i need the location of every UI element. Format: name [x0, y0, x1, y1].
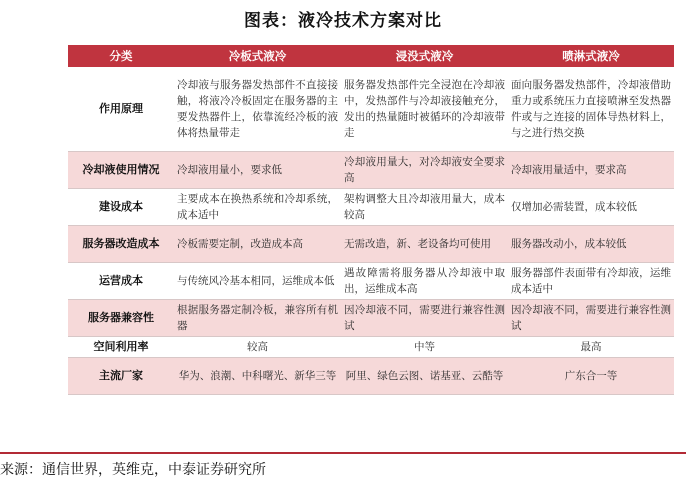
cell-cold-plate: 与传统风冷基本相同，运维成本低 [174, 263, 341, 300]
cell-spray: 服务器改动小，成本较低 [508, 226, 674, 263]
cell-spray: 冷却液用量适中，要求高 [508, 152, 674, 189]
header-immersion: 浸没式液冷 [341, 45, 508, 67]
header-category: 分类 [68, 45, 174, 67]
row-label: 运营成本 [68, 263, 174, 300]
cell-cold-plate: 较高 [174, 337, 341, 358]
cell-cold-plate: 华为、浪潮、中科曙光、新华三等 [174, 358, 341, 395]
table-row [68, 67, 674, 152]
cell-spray: 面向服务器发热部件，冷却液借助重力或系统压力直接喷淋至发热器件或与之连接的固体导热材料上，与之进行热交换 [508, 67, 674, 152]
table-row [68, 226, 674, 263]
cell-spray: 最高 [508, 337, 674, 358]
header-cold-plate: 冷板式液冷 [174, 45, 341, 67]
cell-spray: 仅增加必需装置，成本较低 [508, 189, 674, 226]
cell-cold-plate: 冷板需要定制，改造成本高 [174, 226, 341, 263]
cell-immersion: 服务器发热部件完全浸泡在冷却液中，发热部件与冷却液接触充分，发出的热量随时被循环的冷却液带走 [341, 67, 508, 152]
table-row [68, 300, 674, 337]
figure-title: 图表：液冷技术方案对比 [244, 11, 442, 31]
row-label: 空间利用率 [68, 337, 174, 358]
cell-cold-plate: 根据服务器定制冷板，兼容所有机器 [174, 300, 341, 337]
row-label: 建设成本 [68, 189, 174, 226]
cell-spray: 广东合一等 [508, 358, 674, 395]
source-note: 来源：通信世界，英维克，中泰证券研究所 [0, 462, 266, 478]
cell-spray: 服务器部件表面带有冷却液，运维成本适中 [508, 263, 674, 300]
row-label: 服务器改造成本 [68, 226, 174, 263]
cell-immersion: 阿里、绿色云图、诺基亚、云酷等 [341, 358, 508, 395]
table-header-row [68, 45, 674, 67]
table-row [68, 358, 674, 395]
cell-immersion: 中等 [341, 337, 508, 358]
row-label: 服务器兼容性 [68, 300, 174, 337]
cell-cold-plate: 主要成本在换热系统和冷却系统，成本适中 [174, 189, 341, 226]
table-row [68, 337, 674, 358]
header-spray: 喷淋式液冷 [508, 45, 674, 67]
comparison-table [68, 45, 674, 395]
table-row [68, 263, 674, 300]
cell-cold-plate: 冷却液用量小，要求低 [174, 152, 341, 189]
cell-immersion: 架构调整大且冷却液用量大，成本较高 [341, 189, 508, 226]
cell-immersion: 因冷却液不同，需要进行兼容性测试 [341, 300, 508, 337]
cell-immersion: 冷却液用量大，对冷却液安全要求高 [341, 152, 508, 189]
row-label: 冷却液使用情况 [68, 152, 174, 189]
cell-spray: 因冷却液不同，需要进行兼容性测试 [508, 300, 674, 337]
table-row [68, 189, 674, 226]
table-row [68, 152, 674, 189]
source-divider [0, 452, 686, 454]
cell-cold-plate: 冷却液与服务器发热部件不直接接触，将液冷冷板固定在服务器的主要发热器件上，依靠流经冷板的液体将热量带走 [174, 67, 341, 152]
cell-immersion: 遇故障需将服务器从冷却液中取出，运维成本高 [341, 263, 508, 300]
row-label: 作用原理 [68, 67, 174, 152]
cell-immersion: 无需改造，新、老设备均可使用 [341, 226, 508, 263]
row-label: 主流厂家 [68, 358, 174, 395]
